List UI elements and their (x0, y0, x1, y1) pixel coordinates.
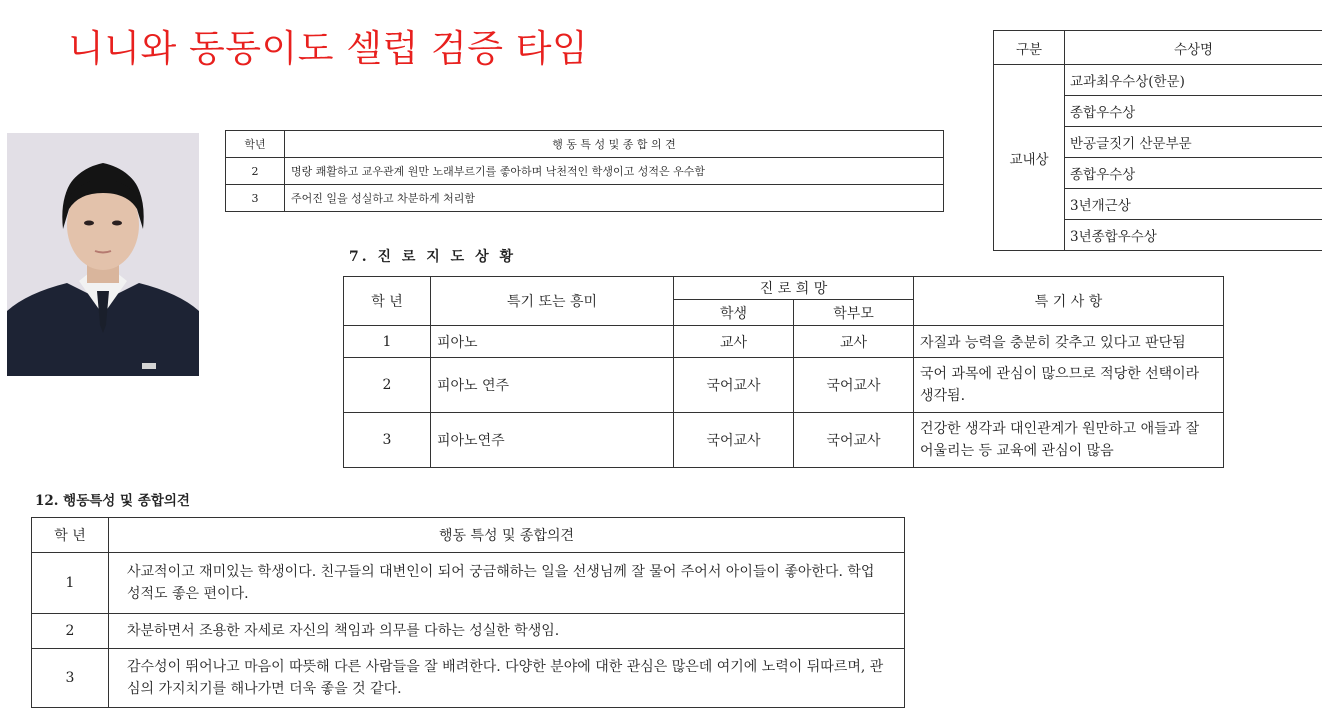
note-header: 특 기 사 항 (914, 277, 1224, 326)
table-header-row (344, 277, 1224, 300)
table-row (32, 614, 905, 649)
parent-header: 학부모 (794, 300, 914, 326)
note-cell: 자질과 능력을 충분히 갖추고 있다고 판단됨 (914, 326, 1224, 358)
awards-table (993, 30, 1322, 251)
interest-cell: 피아노 (431, 326, 674, 358)
parent-hope-cell: 국어교사 (794, 358, 914, 413)
grade-cell: 1 (344, 326, 431, 358)
table-row (344, 326, 1224, 358)
opinion-cell: 감수성이 뛰어나고 마음이 따뜻해 다른 사람들을 잘 배려한다. 다양한 분야에 대한 관심은 많은데 여기에 노력이 뒤따르며, 관심의 가지치기를 해나가면 더욱 좋을 것 같다. (109, 649, 905, 708)
opinion-cell: 사교적이고 재미있는 학생이다. 친구들의 대변인이 되어 궁금해하는 일을 선생님께 잘 물어 주어서 아이들이 좋아한다. 학업성적도 좋은 편이다. (109, 553, 905, 614)
grade-cell: 1 (32, 553, 109, 614)
opinion-cell: 차분하면서 조용한 자세로 자신의 책임과 의무를 다하는 성실한 학생임. (109, 614, 905, 649)
table-header-row (994, 31, 1322, 65)
opinion-header: 행 동 특 성 및 종 합 의 견 (285, 131, 944, 158)
table-header-row (32, 518, 905, 553)
award-cell: 3년종합우수상 (1065, 220, 1322, 251)
table-row (32, 649, 905, 708)
award-category-cell: 교내상 (994, 65, 1065, 251)
student-portrait-image (7, 133, 199, 376)
award-cell: 교과최우수상(한문) (1065, 65, 1322, 96)
interest-header: 특기 또는 흥미 (431, 277, 674, 326)
award-cell: 종합우수상 (1065, 96, 1322, 127)
grade-cell: 2 (226, 158, 285, 185)
grade-header: 학년 (226, 131, 285, 158)
student-hope-cell: 국어교사 (674, 358, 794, 413)
behavior-section-title: 12. 행동특성 및 종합의견 (35, 493, 190, 509)
student-hope-cell: 국어교사 (674, 413, 794, 468)
table-row (344, 358, 1224, 413)
grade-header: 학 년 (32, 518, 109, 553)
parent-hope-cell: 교사 (794, 326, 914, 358)
interest-cell: 피아노연주 (431, 413, 674, 468)
career-hope-header: 진 로 희 망 (674, 277, 914, 300)
note-cell: 건강한 생각과 대인관계가 원만하고 애들과 잘 어울리는 등 교육에 관심이 많음 (914, 413, 1224, 468)
opinion-cell: 명랑 쾌활하고 교우관계 원만 노래부르기를 좋아하며 낙천적인 학생이고 성적은 우수함 (285, 158, 944, 185)
behavior-summary-table (225, 130, 944, 212)
table-row (226, 185, 944, 212)
table-row (994, 65, 1322, 96)
parent-hope-cell: 국어교사 (794, 413, 914, 468)
student-header: 학생 (674, 300, 794, 326)
category-header: 구분 (994, 31, 1065, 65)
opinion-cell: 주어진 일을 성실하고 차분하게 처리함 (285, 185, 944, 212)
award-cell: 종합우수상 (1065, 158, 1322, 189)
table-row (344, 413, 1224, 468)
behavior-opinion-table (31, 517, 905, 708)
grade-cell: 3 (226, 185, 285, 212)
career-guidance-table (343, 276, 1224, 468)
student-photo (7, 133, 199, 376)
grade-header: 학 년 (344, 277, 431, 326)
award-name-header: 수상명 (1065, 31, 1322, 65)
note-cell: 국어 과목에 관심이 많으므로 적당한 선택이라 생각됨. (914, 358, 1224, 413)
table-row (32, 553, 905, 614)
award-cell: 3년개근상 (1065, 189, 1322, 220)
grade-cell: 2 (32, 614, 109, 649)
grade-cell: 3 (32, 649, 109, 708)
grade-cell: 3 (344, 413, 431, 468)
career-section-title: 7. 진 로 지 도 상 황 (349, 249, 517, 265)
opinion-header: 행동 특성 및 종합의견 (109, 518, 905, 553)
page-title: 니니와 동동이도 셀럽 검증 타임 (68, 27, 589, 70)
table-header-row (226, 131, 944, 158)
table-row (226, 158, 944, 185)
award-cell: 반공글짓기 산문부문 (1065, 127, 1322, 158)
grade-cell: 2 (344, 358, 431, 413)
interest-cell: 피아노 연주 (431, 358, 674, 413)
student-hope-cell: 교사 (674, 326, 794, 358)
